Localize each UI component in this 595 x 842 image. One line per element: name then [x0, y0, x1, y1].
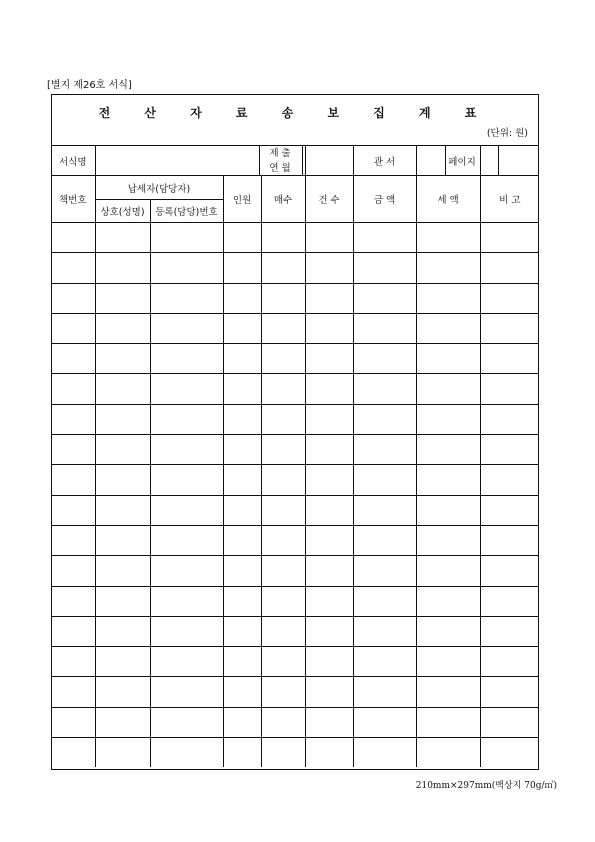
- table-cell[interactable]: [416, 435, 480, 465]
- office-label: [353, 146, 416, 176]
- table-cell[interactable]: [416, 647, 480, 677]
- table-cell[interactable]: [95, 344, 150, 374]
- table-row: [51, 616, 539, 646]
- table-cell[interactable]: [416, 283, 480, 313]
- table-cell[interactable]: [223, 223, 261, 253]
- table-cell[interactable]: [51, 435, 95, 465]
- page-cell[interactable]: [480, 146, 539, 176]
- table-cell[interactable]: [480, 707, 539, 737]
- table-cell[interactable]: [416, 738, 480, 768]
- col-reg-no: 등록(담당)번호: [150, 200, 223, 223]
- table-row: [51, 647, 539, 677]
- table-row: [51, 344, 539, 374]
- table-cell[interactable]: [261, 435, 305, 465]
- table-cell[interactable]: [223, 253, 261, 283]
- table-cell[interactable]: [150, 404, 223, 434]
- table-cell[interactable]: [261, 465, 305, 495]
- table-cell[interactable]: [150, 677, 223, 707]
- table-cell[interactable]: [51, 677, 95, 707]
- table-cell[interactable]: [353, 465, 416, 495]
- table-cell[interactable]: [480, 344, 539, 374]
- table-cell[interactable]: [150, 374, 223, 404]
- table-cell[interactable]: [95, 435, 150, 465]
- table-cell[interactable]: [305, 283, 353, 313]
- form-number-label: [별지 제26호 서식]: [47, 80, 132, 91]
- col-book-no: 책번호: [51, 176, 95, 223]
- table-cell[interactable]: [223, 556, 261, 586]
- table-cell[interactable]: [150, 616, 223, 646]
- table-cell[interactable]: [480, 435, 539, 465]
- table-cell[interactable]: [95, 525, 150, 555]
- table-cell[interactable]: [261, 223, 305, 253]
- table-cell[interactable]: [261, 586, 305, 616]
- table-cell[interactable]: [51, 404, 95, 434]
- table-row: [51, 525, 539, 555]
- table-cell[interactable]: [261, 253, 305, 283]
- table-row: [51, 404, 539, 434]
- table-cell[interactable]: [261, 647, 305, 677]
- table-cell[interactable]: [480, 465, 539, 495]
- table-cell[interactable]: [353, 404, 416, 434]
- table-cell[interactable]: [353, 586, 416, 616]
- table-cell[interactable]: [480, 738, 539, 768]
- form-name-cell[interactable]: [95, 146, 305, 176]
- table-cell[interactable]: [353, 253, 416, 283]
- table-cell[interactable]: [51, 223, 95, 253]
- table-cell[interactable]: [480, 495, 539, 525]
- table-cell[interactable]: [305, 495, 353, 525]
- table-cell[interactable]: [416, 495, 480, 525]
- table-cell[interactable]: [223, 374, 261, 404]
- table-cell[interactable]: [51, 374, 95, 404]
- table-cell[interactable]: [223, 435, 261, 465]
- table-cell[interactable]: [353, 525, 416, 555]
- col-tax: 세 액: [416, 176, 480, 223]
- table-cell[interactable]: [95, 253, 150, 283]
- table-cell[interactable]: [416, 677, 480, 707]
- table-cell[interactable]: [95, 616, 150, 646]
- table-cell[interactable]: [150, 556, 223, 586]
- table-cell[interactable]: [480, 647, 539, 677]
- table-cell[interactable]: [150, 223, 223, 253]
- table-cell[interactable]: [353, 677, 416, 707]
- table-cell[interactable]: [95, 586, 150, 616]
- table-cell[interactable]: [480, 616, 539, 646]
- table-cell[interactable]: [353, 374, 416, 404]
- table-cell[interactable]: [51, 586, 95, 616]
- table-cell[interactable]: [353, 707, 416, 737]
- table-cell[interactable]: [51, 495, 95, 525]
- table-cell[interactable]: [150, 647, 223, 677]
- table-cell[interactable]: [261, 616, 305, 646]
- table-cell[interactable]: [223, 465, 261, 495]
- office-cell[interactable]: [416, 146, 480, 176]
- table-cell[interactable]: [95, 404, 150, 434]
- table-row: [51, 738, 539, 768]
- table-cell[interactable]: [261, 707, 305, 737]
- table-cell[interactable]: [223, 677, 261, 707]
- table-cell[interactable]: [51, 556, 95, 586]
- col-persons: 인원: [223, 176, 261, 223]
- table-cell[interactable]: [51, 344, 95, 374]
- col-remarks: 비 고: [480, 176, 539, 223]
- table-cell[interactable]: [150, 253, 223, 283]
- table-cell[interactable]: [223, 738, 261, 768]
- table-row: [51, 556, 539, 586]
- col-amount: 금 액: [353, 176, 416, 223]
- col-taxpayer-group: 납세자(담당자): [95, 176, 223, 200]
- table-cell[interactable]: [223, 344, 261, 374]
- table-cell[interactable]: [353, 283, 416, 313]
- paper-spec-footer: 210mm×297mm(백상지 70g/㎡): [415, 781, 557, 791]
- table-cell[interactable]: [95, 374, 150, 404]
- table-cell[interactable]: [416, 556, 480, 586]
- table-row: [51, 465, 539, 495]
- form-title: 전 산 자 료 송 보 집 계 표: [98, 106, 492, 120]
- col-sheets: 매수: [261, 176, 305, 223]
- table-cell[interactable]: [150, 465, 223, 495]
- submit-label-bottom: 연 월: [269, 162, 291, 174]
- table-cell[interactable]: [51, 283, 95, 313]
- table-cell[interactable]: [95, 283, 150, 313]
- table-cell[interactable]: [261, 525, 305, 555]
- table-cell[interactable]: [480, 677, 539, 707]
- table-cell[interactable]: [353, 647, 416, 677]
- table-cell[interactable]: [353, 495, 416, 525]
- table-cell[interactable]: [51, 465, 95, 495]
- table-cell[interactable]: [480, 525, 539, 555]
- table-cell[interactable]: [223, 404, 261, 434]
- table-cell[interactable]: [416, 616, 480, 646]
- table-cell[interactable]: [223, 495, 261, 525]
- table-cell[interactable]: [305, 556, 353, 586]
- table-row: [51, 253, 539, 283]
- table-cell[interactable]: [480, 556, 539, 586]
- table-cell[interactable]: [480, 374, 539, 404]
- table-cell[interactable]: [305, 253, 353, 283]
- table-cell[interactable]: [416, 344, 480, 374]
- table-cell[interactable]: [261, 313, 305, 343]
- table-row: [51, 677, 539, 707]
- table-cell[interactable]: [51, 525, 95, 555]
- table-cell[interactable]: [223, 283, 261, 313]
- table-cell[interactable]: [95, 707, 150, 737]
- table-cell[interactable]: [150, 313, 223, 343]
- table-cell[interactable]: [480, 283, 539, 313]
- info-row: [51, 146, 539, 176]
- table-cell[interactable]: [353, 313, 416, 343]
- table-cell[interactable]: [353, 223, 416, 253]
- table-cell[interactable]: [150, 707, 223, 737]
- table-cell[interactable]: [95, 465, 150, 495]
- table-cell[interactable]: [150, 344, 223, 374]
- table-cell[interactable]: [416, 253, 480, 283]
- table-row: [51, 435, 539, 465]
- table-cell[interactable]: [95, 223, 150, 253]
- table-cell[interactable]: [305, 374, 353, 404]
- table-cell[interactable]: [51, 707, 95, 737]
- table-cell[interactable]: [416, 707, 480, 737]
- table-cell[interactable]: [480, 586, 539, 616]
- table-cell[interactable]: [305, 707, 353, 737]
- table-cell[interactable]: [353, 616, 416, 646]
- table-cell[interactable]: [261, 738, 305, 768]
- table-cell[interactable]: [305, 616, 353, 646]
- table-cell[interactable]: [305, 344, 353, 374]
- table-cell[interactable]: [95, 313, 150, 343]
- table-cell[interactable]: [416, 404, 480, 434]
- table-cell[interactable]: [416, 465, 480, 495]
- table-row: [51, 313, 539, 343]
- table-cell[interactable]: [305, 586, 353, 616]
- table-cell[interactable]: [51, 647, 95, 677]
- table-cell[interactable]: [223, 525, 261, 555]
- table-cell[interactable]: [416, 374, 480, 404]
- form-name-label: 서식명: [51, 146, 95, 176]
- table-cell[interactable]: [416, 586, 480, 616]
- summary-table: [51, 145, 539, 767]
- table-cell[interactable]: [150, 738, 223, 768]
- table-cell[interactable]: [223, 707, 261, 737]
- table-cell[interactable]: [261, 344, 305, 374]
- table-cell[interactable]: [150, 586, 223, 616]
- table-cell[interactable]: [51, 313, 95, 343]
- table-cell[interactable]: [95, 647, 150, 677]
- table-cell[interactable]: [353, 738, 416, 768]
- table-cell[interactable]: [150, 435, 223, 465]
- table-cell[interactable]: [353, 435, 416, 465]
- submit-label-top: 제 출: [269, 147, 291, 159]
- table-cell[interactable]: [480, 253, 539, 283]
- table-cell[interactable]: [305, 223, 353, 253]
- table-cell[interactable]: [223, 313, 261, 343]
- table-cell[interactable]: [305, 525, 353, 555]
- table-cell[interactable]: [353, 344, 416, 374]
- page-label: 페이지: [448, 156, 476, 168]
- table-cell[interactable]: [150, 495, 223, 525]
- table-cell[interactable]: [480, 313, 539, 343]
- table-cell[interactable]: [353, 556, 416, 586]
- table-cell[interactable]: [261, 677, 305, 707]
- table-cell[interactable]: [305, 465, 353, 495]
- col-trade-name: 상호(성명): [95, 200, 150, 223]
- table-cell[interactable]: [95, 495, 150, 525]
- table-cell[interactable]: [305, 738, 353, 768]
- table-cell[interactable]: [223, 616, 261, 646]
- table-row: [51, 223, 539, 253]
- table-cell[interactable]: [305, 435, 353, 465]
- table-cell[interactable]: [261, 556, 305, 586]
- submit-date-cell[interactable]: [305, 146, 353, 176]
- table-cell[interactable]: [416, 223, 480, 253]
- table-cell[interactable]: [95, 738, 150, 768]
- table-cell[interactable]: [223, 647, 261, 677]
- table-cell[interactable]: [305, 313, 353, 343]
- table-cell[interactable]: [305, 677, 353, 707]
- table-cell[interactable]: [261, 404, 305, 434]
- table-cell[interactable]: [51, 253, 95, 283]
- table-row: [51, 586, 539, 616]
- table-cell[interactable]: [261, 374, 305, 404]
- table-cell[interactable]: [95, 677, 150, 707]
- table-row: [51, 374, 539, 404]
- table-cell[interactable]: [51, 616, 95, 646]
- unit-note: (단위: 원): [486, 128, 528, 139]
- table-cell[interactable]: [261, 495, 305, 525]
- table-cell[interactable]: [416, 525, 480, 555]
- table-cell[interactable]: [150, 283, 223, 313]
- col-count: 건 수: [305, 176, 353, 223]
- table-cell[interactable]: [51, 738, 95, 768]
- table-cell[interactable]: [223, 586, 261, 616]
- table-cell[interactable]: [150, 525, 223, 555]
- table-cell[interactable]: [416, 313, 480, 343]
- table-cell[interactable]: [305, 404, 353, 434]
- table-cell[interactable]: [480, 223, 539, 253]
- table-cell[interactable]: [95, 556, 150, 586]
- table-row: [51, 283, 539, 313]
- table-cell[interactable]: [261, 283, 305, 313]
- table-row: [51, 495, 539, 525]
- table-cell[interactable]: [305, 647, 353, 677]
- column-header-row-1: [51, 176, 539, 200]
- table-cell[interactable]: [480, 404, 539, 434]
- table-row: [51, 707, 539, 737]
- office-label-text: 관 서: [373, 156, 396, 168]
